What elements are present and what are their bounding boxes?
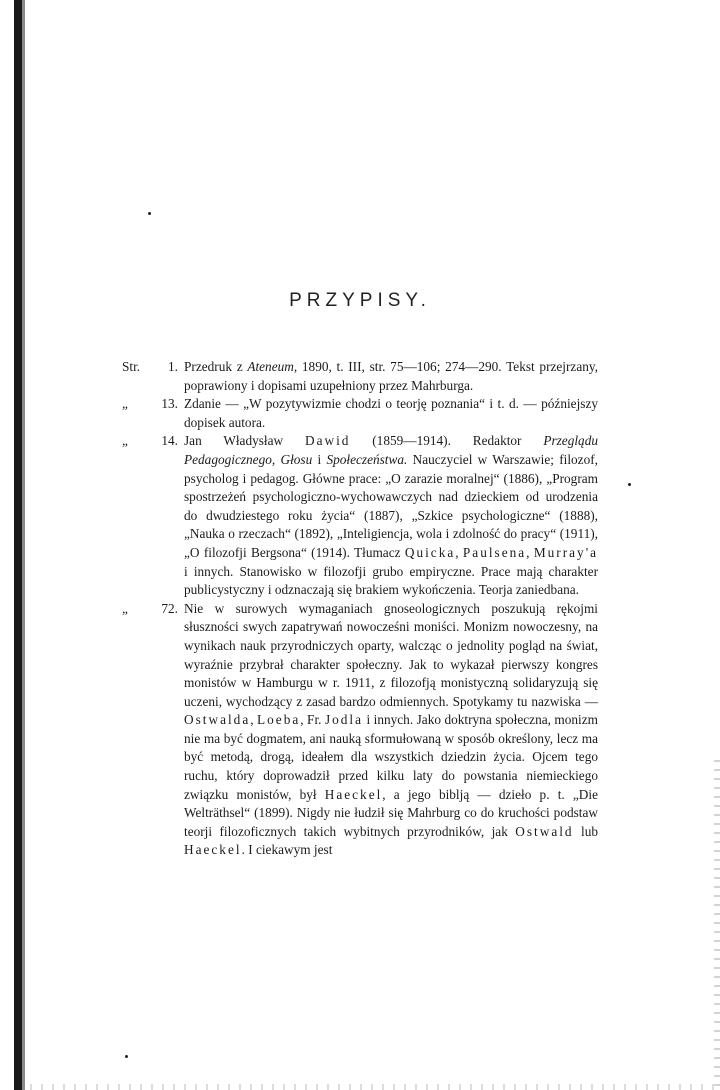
footnote-text-segment: (1859—1914). Redaktor: [350, 433, 544, 449]
footnote-text-segment: Haeckel: [324, 786, 383, 802]
footnote-text-segment: Jodla: [324, 712, 364, 728]
footnote-text: [184, 600, 598, 860]
footnote-text-segment: ,: [250, 712, 258, 728]
footnote-text-segment: Murray'a: [533, 544, 598, 560]
scan-speck: [125, 1055, 128, 1058]
footnote-text-segment: Ateneum,: [247, 359, 298, 374]
footnote-text-segment: ,: [526, 544, 534, 560]
page-binding-shadow: [22, 0, 25, 1090]
footnote-text-segment: Przeglądu Pedagogicznego, Głosu: [184, 433, 598, 467]
footnote-number: 1.: [168, 359, 178, 374]
scan-noise-bottom: [30, 1084, 720, 1090]
footnote-text-segment: i innych. Jako doktryna społeczna, monizm nie ma być dogmatem, ani nauką sformułowaną w sposób określony, lecz ma być metodą, drogą, ideałem dla wszystkich dziedzin życia. Ojcem tego ruchu, który doprowadził przed kilku laty do powstania niemieckiego związku monistów, był: [184, 712, 598, 802]
footnote-number: 14.: [161, 433, 178, 449]
footnote-text-segment: , Fr.: [300, 712, 325, 728]
footnote-text-segment: Ostwald: [515, 823, 574, 839]
footnote-text-segment: Dawid: [304, 433, 351, 449]
footnote-text-segment: Haeckel: [184, 842, 242, 858]
footnote-text-segment: 1890, t. III, str. 75—106; 274—290. Tekst przejrzany, poprawiony i dopisami uzupełniony przez Mahrburga.: [184, 359, 598, 393]
footnote-text-segment: Zdanie — „W pozytywizmie chodzi o teorję poznania“ i t. d. — późniejszy dopisek autora.: [184, 396, 598, 430]
footnote-page-ref: „: [122, 396, 128, 412]
footnote-1: [122, 358, 598, 395]
page-binding-edge: [14, 0, 22, 1090]
footnote-text-segment: Ostwalda: [184, 712, 251, 728]
scan-speck: [628, 483, 631, 486]
footnote-number: 72.: [161, 600, 178, 616]
scan-speck: [148, 212, 151, 215]
notes-list: [122, 358, 598, 860]
footnote-text-segment: , a jego biblją — dzieło p. t. „Die Welträthsel“ (1899). Nigdy nie łudził się Mahrburg co do kruchości podstaw teorji filozoficznych takich wybitnych przyrodników, jak: [184, 786, 598, 839]
footnote-text-segment: ,: [455, 544, 463, 560]
page-title: PRZYPISY.: [289, 290, 431, 311]
footnote-text-segment: lub: [573, 823, 598, 839]
footnote-text-segment: Quicka: [404, 544, 456, 560]
scan-noise-right: [714, 760, 720, 1090]
footnote-text-segment: Paulsena: [462, 544, 527, 560]
footnote-page-ref: Str.: [122, 359, 141, 374]
footnote-text-segment: . I ciekawym jest: [241, 842, 333, 858]
footnote-text: [184, 358, 598, 395]
footnote-number: 13.: [161, 396, 178, 412]
footnote-text-segment: Przedruk z: [184, 359, 248, 374]
footnote-text: [184, 395, 598, 432]
footnote-text: [184, 432, 598, 599]
footnote-72: [122, 600, 598, 860]
footnote-text-segment: Jan Władysław: [184, 433, 305, 449]
footnote-text-segment: i: [312, 451, 327, 467]
footnote-page-ref: „: [122, 600, 128, 616]
footnote-text-segment: i innych. Stanowisko w filozofji grubo empiryczne. Prace mają charakter publicystyczny i odznaczają się brakiem wykończenia. Teorja zaniedbana.: [184, 563, 598, 598]
footnote-page-ref: „: [122, 433, 128, 449]
footnote-14: [122, 432, 598, 599]
footnote-text-segment: Nie w surowych wymaganiach gnoseologicznych poszukują rękojmi słuszności swych zapatrywań nowocześni moniści. Monizm nowoczesny, na wynikach nauk przyrodniczych oparty, walcząc o jednolity pogląd na świat, wyraźnie przybrał charakter społeczny. Jak to wykazał pierwszy kongres monistów w Hamburgu w r. 1911, z filozofją monistyczną solidaryzują się uczeni, wychodzący z zasad bardzo odmiennych. Spotykamy tu nazwiska —: [184, 600, 598, 709]
footnote-text-segment: Loeba: [257, 712, 301, 728]
footnote-text-segment: Nauczyciel w Warszawie; filozof, psycholog i pedagog. Główne prace: „O zarazie moralnej“ (1886), „Program spostrzeżeń psychologiczno-wychowawczych nad dzieckiem od urodzenia do dwudziestego roku życia“ (1887), „Szkice psychologiczne“ (1888), „Nauka o rzeczach“ (1892), „Inteligiencja, wola i zdolność do pracy“ (1911), „O filozofji Bergsona“ (1914). Tłumacz: [184, 451, 598, 560]
footnote-13: [122, 395, 598, 432]
footnote-text-segment: Społeczeństwa.: [326, 451, 408, 467]
